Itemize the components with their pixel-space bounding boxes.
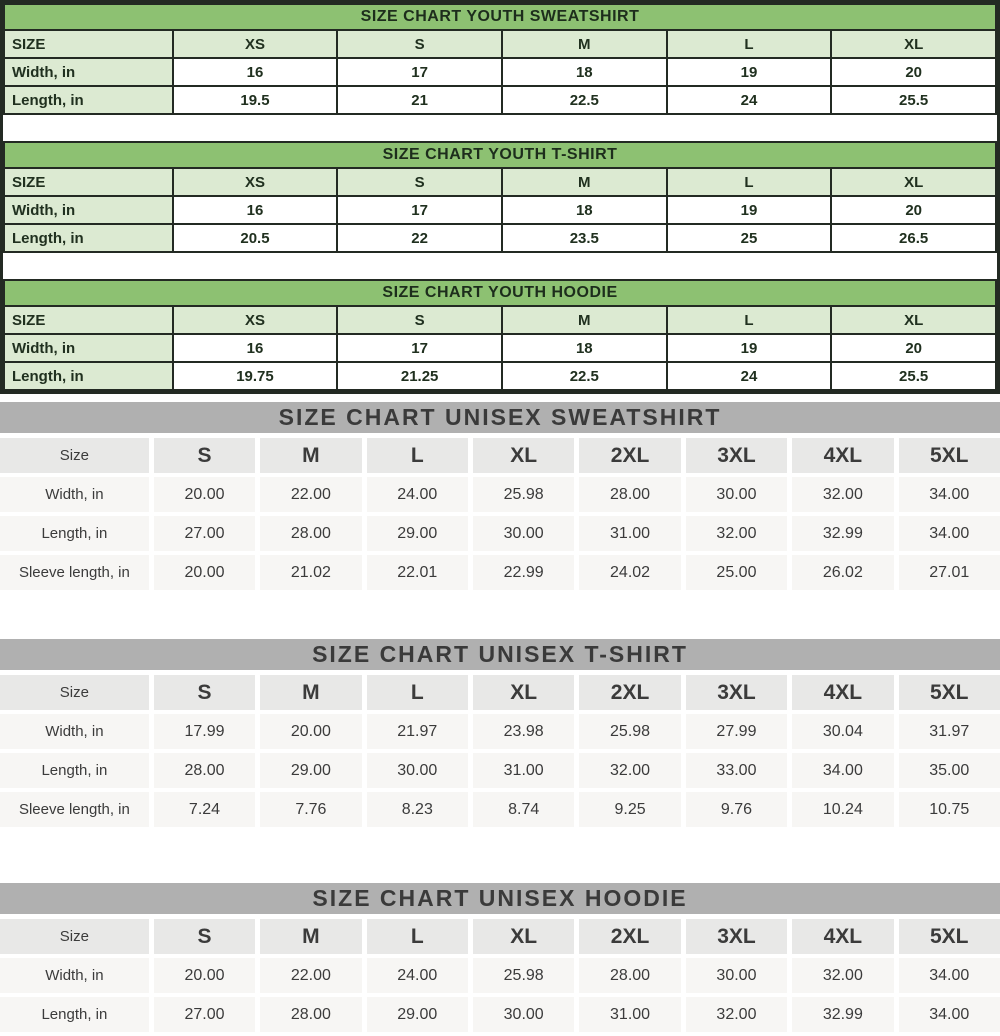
table-row xyxy=(0,958,1000,993)
size-value: 25.5 xyxy=(831,86,996,114)
row-label: Width, in xyxy=(4,58,173,86)
size-value: 30.00 xyxy=(367,753,468,788)
size-value: 25 xyxy=(667,224,832,252)
table-row xyxy=(4,334,996,362)
size-value: 33.00 xyxy=(686,753,787,788)
size-col-header: L xyxy=(367,919,468,954)
size-col-header: 3XL xyxy=(686,919,787,954)
table-row xyxy=(0,714,1000,749)
size-value: 24.02 xyxy=(579,555,680,590)
size-value: 16 xyxy=(173,334,338,362)
table-row xyxy=(4,58,996,86)
size-value: 32.99 xyxy=(792,997,893,1032)
size-value: 18 xyxy=(502,334,667,362)
size-value: 22.5 xyxy=(502,362,667,390)
size-value: 9.25 xyxy=(579,792,680,827)
table-row xyxy=(0,997,1000,1032)
unisex-size-charts-section xyxy=(0,394,1000,1036)
size-value: 18 xyxy=(502,58,667,86)
row-label: Width, in xyxy=(0,477,149,512)
size-value: 22.01 xyxy=(367,555,468,590)
size-col-header: L xyxy=(367,675,468,710)
youth-hoodie-table xyxy=(3,279,997,391)
size-col-header: 5XL xyxy=(899,438,1000,473)
size-col-header: M xyxy=(260,919,361,954)
size-value: 28.00 xyxy=(260,997,361,1032)
size-value: 32.00 xyxy=(792,477,893,512)
size-value: 19.75 xyxy=(173,362,338,390)
row-label: Sleeve length, in xyxy=(0,792,149,827)
size-value: 28.00 xyxy=(579,477,680,512)
size-value: 20 xyxy=(831,196,996,224)
size-col-header: 2XL xyxy=(579,675,680,710)
size-header-row xyxy=(0,438,1000,473)
youth-tshirt-table xyxy=(3,141,997,253)
size-col-header: 4XL xyxy=(792,675,893,710)
table-row xyxy=(4,196,996,224)
row-label: Width, in xyxy=(4,334,173,362)
size-header-row xyxy=(4,306,996,334)
size-corner-label: Size xyxy=(0,675,149,710)
size-col-header: S xyxy=(154,438,255,473)
size-value: 25.98 xyxy=(473,958,574,993)
size-value: 24 xyxy=(667,86,832,114)
size-value: 27.00 xyxy=(154,997,255,1032)
size-value: 20 xyxy=(831,334,996,362)
unisex-sweatshirt-table xyxy=(0,434,1000,594)
size-value: 28.00 xyxy=(154,753,255,788)
youth-size-charts-section xyxy=(0,0,1000,394)
size-value: 22 xyxy=(337,224,502,252)
table-row xyxy=(4,224,996,252)
size-value: 30.04 xyxy=(792,714,893,749)
size-value: 32.00 xyxy=(686,516,787,551)
size-col-header: 2XL xyxy=(579,438,680,473)
size-col-header: 4XL xyxy=(792,438,893,473)
size-value: 31.00 xyxy=(579,997,680,1032)
table-title: SIZE CHART UNISEX T-SHIRT xyxy=(0,639,1000,670)
size-value: 25.5 xyxy=(831,362,996,390)
size-col-header: 3XL xyxy=(686,675,787,710)
size-value: 22.99 xyxy=(473,555,574,590)
size-value: 24.00 xyxy=(367,477,468,512)
size-col-header: XL xyxy=(473,919,574,954)
size-col-header: XL xyxy=(473,675,574,710)
size-value: 22.5 xyxy=(502,86,667,114)
size-value: 10.75 xyxy=(899,792,1000,827)
size-corner-label: Size xyxy=(0,919,149,954)
size-col-header: XS xyxy=(173,168,338,196)
size-value: 25.00 xyxy=(686,555,787,590)
size-value: 20.00 xyxy=(154,477,255,512)
size-value: 17 xyxy=(337,58,502,86)
size-corner-label: Size xyxy=(0,438,149,473)
size-col-header: 3XL xyxy=(686,438,787,473)
size-corner-label: SIZE xyxy=(4,168,173,196)
size-value: 20.00 xyxy=(154,958,255,993)
size-col-header: M xyxy=(502,168,667,196)
row-label: Length, in xyxy=(0,516,149,551)
table-row xyxy=(0,792,1000,827)
size-value: 29.00 xyxy=(367,516,468,551)
size-corner-label: SIZE xyxy=(4,306,173,334)
size-header-row xyxy=(0,919,1000,954)
size-col-header: XS xyxy=(173,30,338,58)
size-value: 21.02 xyxy=(260,555,361,590)
table-row xyxy=(0,753,1000,788)
size-value: 16 xyxy=(173,58,338,86)
size-value: 32.99 xyxy=(792,516,893,551)
size-col-header: XS xyxy=(173,306,338,334)
row-label: Sleeve length, in xyxy=(0,555,149,590)
size-col-header: XL xyxy=(831,30,996,58)
size-value: 24 xyxy=(667,362,832,390)
table-row xyxy=(0,477,1000,512)
youth-sweatshirt-table xyxy=(3,3,997,115)
size-col-header: XL xyxy=(831,168,996,196)
size-value: 20.00 xyxy=(154,555,255,590)
unisex-hoodie-block xyxy=(0,883,1000,1036)
row-label: Width, in xyxy=(0,958,149,993)
size-header-row xyxy=(4,168,996,196)
size-value: 26.02 xyxy=(792,555,893,590)
size-value: 34.00 xyxy=(792,753,893,788)
size-value: 18 xyxy=(502,196,667,224)
table-title-row xyxy=(4,280,996,306)
table-row xyxy=(4,362,996,390)
size-value: 34.00 xyxy=(899,958,1000,993)
size-value: 22.00 xyxy=(260,958,361,993)
size-value: 23.98 xyxy=(473,714,574,749)
size-value: 9.76 xyxy=(686,792,787,827)
size-col-header: S xyxy=(337,30,502,58)
size-col-header: S xyxy=(154,675,255,710)
size-col-header: XL xyxy=(831,306,996,334)
size-value: 30.00 xyxy=(473,516,574,551)
size-value: 31.00 xyxy=(473,753,574,788)
size-value: 29.00 xyxy=(367,997,468,1032)
size-header-row xyxy=(0,675,1000,710)
size-value: 25.98 xyxy=(579,714,680,749)
size-col-header: XL xyxy=(473,438,574,473)
size-col-header: 5XL xyxy=(899,919,1000,954)
size-value: 23.5 xyxy=(502,224,667,252)
size-value: 20.5 xyxy=(173,224,338,252)
size-value: 34.00 xyxy=(899,477,1000,512)
size-value: 8.23 xyxy=(367,792,468,827)
table-title: SIZE CHART UNISEX HOODIE xyxy=(0,883,1000,914)
size-col-header: S xyxy=(154,919,255,954)
size-col-header: M xyxy=(502,306,667,334)
size-value: 35.00 xyxy=(899,753,1000,788)
row-label: Length, in xyxy=(4,224,173,252)
size-value: 34.00 xyxy=(899,997,1000,1032)
size-col-header: L xyxy=(367,438,468,473)
size-value: 21.97 xyxy=(367,714,468,749)
table-title: SIZE CHART UNISEX SWEATSHIRT xyxy=(0,402,1000,433)
table-title: SIZE CHART YOUTH SWEATSHIRT xyxy=(4,4,996,30)
size-col-header: L xyxy=(667,306,832,334)
size-value: 20.00 xyxy=(260,714,361,749)
size-value: 32.00 xyxy=(579,753,680,788)
size-value: 8.74 xyxy=(473,792,574,827)
row-label: Length, in xyxy=(4,362,173,390)
size-value: 17 xyxy=(337,334,502,362)
size-value: 21.25 xyxy=(337,362,502,390)
size-value: 27.01 xyxy=(899,555,1000,590)
table-title-row xyxy=(4,4,996,30)
table-title: SIZE CHART YOUTH T-SHIRT xyxy=(4,142,996,168)
row-label: Length, in xyxy=(0,997,149,1032)
size-col-header: M xyxy=(260,675,361,710)
size-value: 28.00 xyxy=(579,958,680,993)
size-value: 30.00 xyxy=(686,958,787,993)
size-col-header: L xyxy=(667,168,832,196)
size-value: 19 xyxy=(667,334,832,362)
size-col-header: S xyxy=(337,306,502,334)
size-value: 27.00 xyxy=(154,516,255,551)
size-value: 32.00 xyxy=(686,997,787,1032)
size-value: 19.5 xyxy=(173,86,338,114)
size-value: 19 xyxy=(667,58,832,86)
size-value: 22.00 xyxy=(260,477,361,512)
size-value: 30.00 xyxy=(686,477,787,512)
size-value: 26.5 xyxy=(831,224,996,252)
unisex-tshirt-table xyxy=(0,671,1000,831)
size-value: 24.00 xyxy=(367,958,468,993)
size-value: 17 xyxy=(337,196,502,224)
unisex-tshirt-block xyxy=(0,639,1000,831)
size-value: 10.24 xyxy=(792,792,893,827)
size-value: 27.99 xyxy=(686,714,787,749)
size-value: 20 xyxy=(831,58,996,86)
row-label: Length, in xyxy=(4,86,173,114)
unisex-hoodie-table xyxy=(0,915,1000,1036)
row-label: Length, in xyxy=(0,753,149,788)
size-value: 31.97 xyxy=(899,714,1000,749)
size-value: 16 xyxy=(173,196,338,224)
size-col-header: 2XL xyxy=(579,919,680,954)
size-value: 21 xyxy=(337,86,502,114)
size-value: 7.24 xyxy=(154,792,255,827)
size-header-row xyxy=(4,30,996,58)
table-row xyxy=(0,555,1000,590)
size-col-header: S xyxy=(337,168,502,196)
row-label: Width, in xyxy=(0,714,149,749)
table-row xyxy=(4,86,996,114)
size-col-header: M xyxy=(260,438,361,473)
size-col-header: M xyxy=(502,30,667,58)
table-row xyxy=(0,516,1000,551)
unisex-sweatshirt-block xyxy=(0,402,1000,594)
size-col-header: 5XL xyxy=(899,675,1000,710)
size-value: 19 xyxy=(667,196,832,224)
size-value: 31.00 xyxy=(579,516,680,551)
table-title-row xyxy=(4,142,996,168)
size-value: 32.00 xyxy=(792,958,893,993)
size-value: 28.00 xyxy=(260,516,361,551)
size-col-header: 4XL xyxy=(792,919,893,954)
table-title: SIZE CHART YOUTH HOODIE xyxy=(4,280,996,306)
size-value: 29.00 xyxy=(260,753,361,788)
size-value: 7.76 xyxy=(260,792,361,827)
size-value: 34.00 xyxy=(899,516,1000,551)
size-col-header: L xyxy=(667,30,832,58)
size-corner-label: SIZE xyxy=(4,30,173,58)
size-value: 17.99 xyxy=(154,714,255,749)
size-value: 25.98 xyxy=(473,477,574,512)
row-label: Width, in xyxy=(4,196,173,224)
size-value: 30.00 xyxy=(473,997,574,1032)
